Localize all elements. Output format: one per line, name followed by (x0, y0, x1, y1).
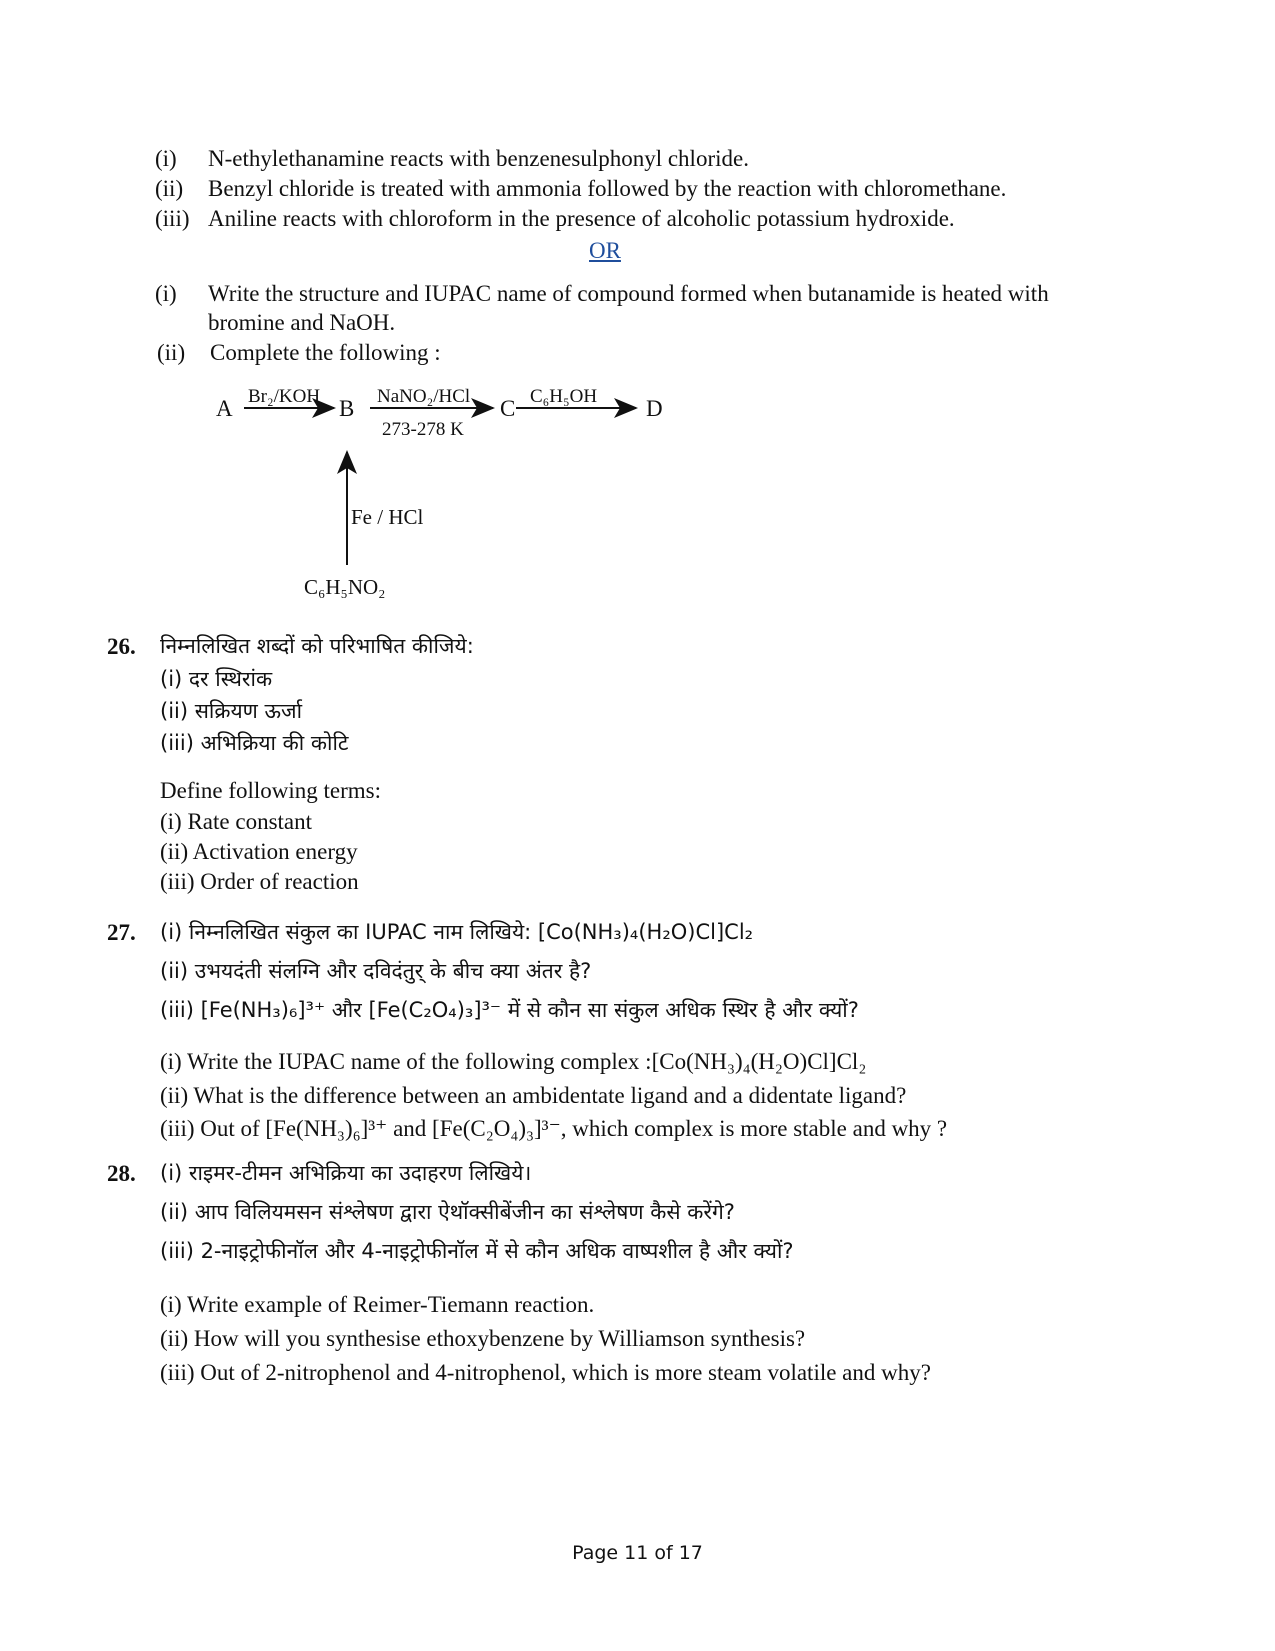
or-separator: OR (589, 238, 621, 263)
list-item: (iii) अभिक्रिया की कोटि (160, 731, 349, 755)
question-text: Complete the following : (210, 340, 441, 365)
list-item: (ii) उभयदंती संलग्नि और दविदंतुर् के बीच क्या अंतर है? (160, 959, 592, 983)
list-item: (i) दर स्थिरांक (160, 667, 273, 691)
page-number: Page 11 of 17 (572, 1542, 703, 1564)
reagent-1: Br₂/KOH (248, 386, 321, 407)
compound-C: C (500, 396, 516, 421)
list-item: (i) राइमर-टीमन अभिक्रिया का उदाहरण लिखिये। (160, 1161, 532, 1185)
list-marker: (i) (155, 281, 177, 306)
list-item: (iii) 2-नाइट्रोफीनॉल और 4-नाइट्रोफीनॉल में से कौन अधिक वाष्पशील है और क्यों? (160, 1239, 794, 1263)
question-title-english: Define following terms: (160, 778, 382, 803)
list-item: (iii) Out of [Fe(NH₃)₆]³⁺ and [Fe(C₂O₄)₃]³⁻, which complex is more stable and why ? (160, 1116, 948, 1141)
compound-A: A (216, 396, 233, 421)
reagent-3: C₆H₅OH (530, 386, 598, 407)
compound-B: B (339, 396, 355, 421)
list-item: (i) Write example of Reimer-Tiemann reaction. (160, 1292, 595, 1317)
list-item: (i) Write the IUPAC name of the following complex :[Co(NH₃)₄(H₂O)Cl]Cl₂ (160, 1049, 867, 1074)
list-item: (ii) How will you synthesise ethoxybenzene by Williamson synthesis? (160, 1326, 806, 1351)
question-title-hindi: निम्नलिखित शब्दों को परिभाषित कीजिये: (160, 634, 474, 658)
question-text: bromine and NaOH. (208, 310, 396, 335)
reagent-4: Fe / HCl (351, 505, 424, 529)
reagent-2: NaNO₂/HCl (377, 386, 471, 407)
list-item: (iii) [Fe(NH₃)₆]³⁺ और [Fe(C₂O₄)₃]³⁻ में से कौन सा संकुल अधिक स्थिर है और क्यों? (160, 998, 859, 1022)
list-item: (iii) Out of 2-nitrophenol and 4-nitrophenol, which is more steam volatile and why? (160, 1360, 931, 1385)
list-item: Aniline reacts with chloroform in the presence of alcoholic potassium hydroxide. (208, 206, 955, 231)
list-item: (iii) Order of reaction (160, 869, 359, 894)
list-item: (ii) आप विलियमसन संश्लेषण द्वारा ऐथॉक्सीबेंजीन का संश्लेषण कैसे करेंगे? (160, 1200, 735, 1224)
list-item: Benzyl chloride is treated with ammonia followed by the reaction with chloromethane. (208, 176, 1007, 201)
reagent-2-condition: 273-278 K (382, 419, 464, 440)
list-item: (ii) Activation energy (160, 839, 358, 864)
reaction-scheme (0, 0, 1275, 620)
reaction-arrows (0, 0, 1275, 620)
question-number: 28. (107, 1161, 136, 1186)
compound-D: D (646, 396, 663, 421)
list-item: N-ethylethanamine reacts with benzenesulphonyl chloride. (208, 146, 749, 171)
list-marker: (i) (155, 146, 177, 171)
starting-compound: C₆H₅NO₂ (304, 575, 386, 599)
question-number: 26. (107, 634, 136, 659)
question-text: Write the structure and IUPAC name of compound formed when butanamide is heated with (208, 281, 1049, 306)
list-item: (i) निम्नलिखित संकुल का IUPAC नाम लिखिये: [Co(NH₃)₄(H₂O)Cl]Cl₂ (160, 920, 754, 944)
list-marker: (iii) (155, 206, 190, 231)
list-item: (ii) सक्रियण ऊर्जा (160, 699, 303, 723)
question-number: 27. (107, 920, 136, 945)
list-marker: (ii) (157, 340, 186, 365)
list-marker: (ii) (155, 176, 184, 201)
list-item: (ii) What is the difference between an ambidentate ligand and a didentate ligand? (160, 1083, 907, 1108)
list-item: (i) Rate constant (160, 809, 313, 834)
